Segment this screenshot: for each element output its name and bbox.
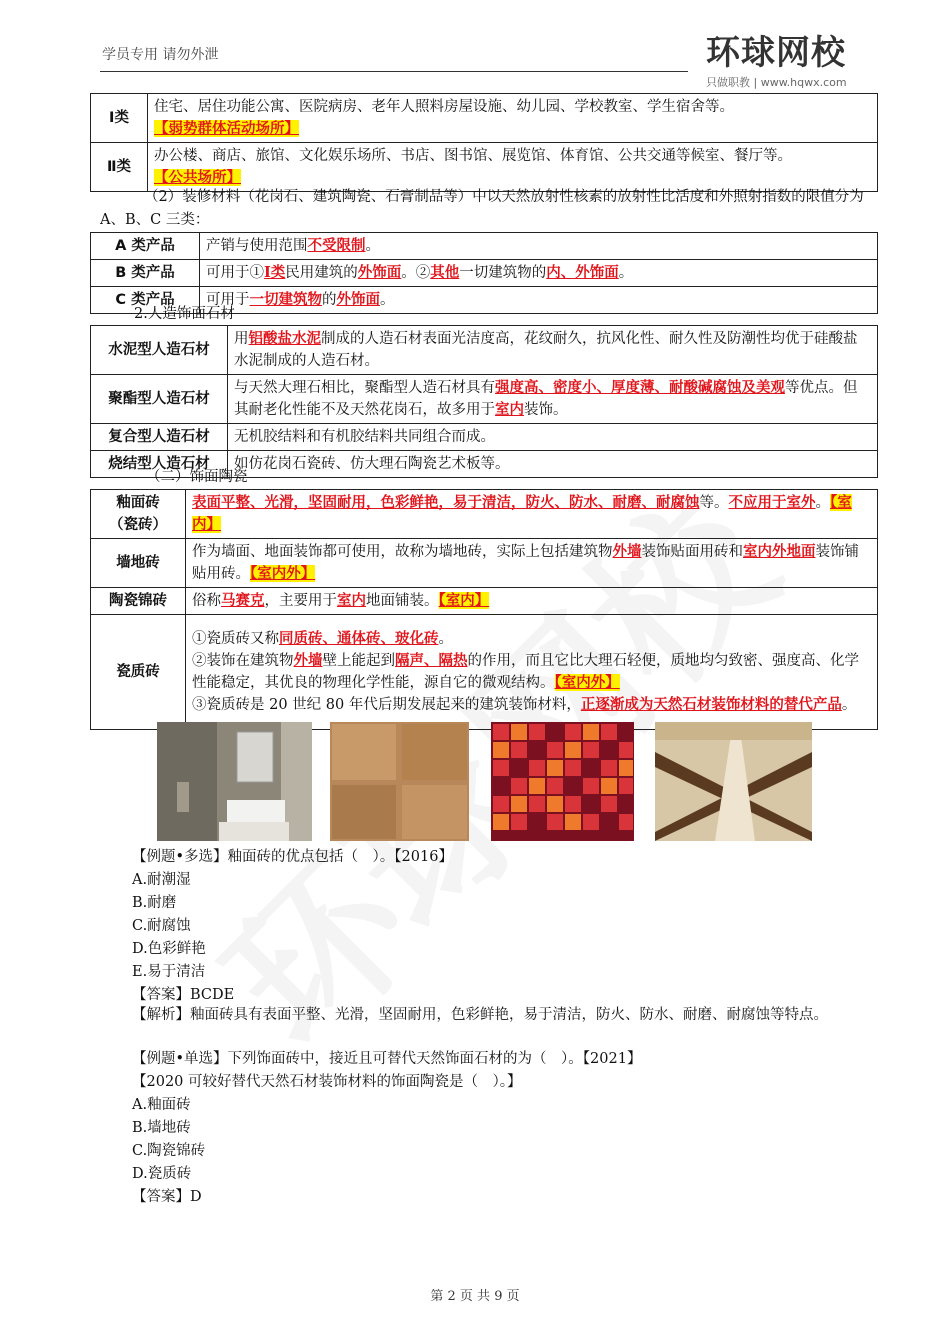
artificial-stone-table <box>90 325 878 478</box>
mosaic-tile-photo <box>491 722 634 841</box>
table-row <box>91 588 878 615</box>
ceramic-table <box>90 489 878 730</box>
hqwx-logo <box>706 34 876 96</box>
wall-floor-tile-label: 墙地砖 <box>91 539 186 588</box>
question-1: 【例题•多选】釉面砖的优点包括（ ）。【2016】 <box>132 849 453 865</box>
question-1-option-c: C.耐腐蚀 <box>132 918 191 934</box>
vitrified-tile-desc: ①瓷质砖又称同质砖、通体砖、玻化砖。 ②装饰在建筑物外墙壁上能起到隔声、隔热的作用，而且它比大理石轻便，质地均匀致密、强度高、化学性能稳定，其优良的物理化学性能，源自它的微观结构。【室内外】 ③瓷质砖是 20 世纪 80 年代后期发展起来的建筑装饰材料，正逐渐成为天然石材装饰材料的替代产品。 <box>186 615 878 730</box>
composite-stone-desc: 无机胶结料和有机胶结料共同组合而成。 <box>228 424 878 451</box>
question-1-option-e: E.易于清洁 <box>132 964 206 980</box>
table-row <box>91 94 878 143</box>
table-row <box>91 424 878 451</box>
composite-stone-label: 复合型人造石材 <box>91 424 228 451</box>
table-row <box>91 143 878 192</box>
question-2-option-c: C.陶瓷锦砖 <box>132 1143 206 1159</box>
question-1-answer: 【答案】BCDE <box>132 987 235 1003</box>
question-2-alt: 【2020 可较好替代天然石材装饰材料的饰面陶瓷是（ ）。】 <box>132 1074 522 1090</box>
table-row <box>91 233 878 260</box>
class-c-desc: 可用于一切建筑物的外饰面。 <box>200 287 878 314</box>
table-row <box>91 375 878 424</box>
question-1-option-a: A.耐潮湿 <box>132 872 191 888</box>
table-row <box>91 539 878 588</box>
question-2-option-b: B.墙地砖 <box>132 1120 191 1136</box>
stone-tile-photo <box>330 722 469 841</box>
glazed-tile-label: 釉面砖 （瓷砖） <box>91 490 186 539</box>
mosaic-tile-label: 陶瓷锦砖 <box>91 588 186 615</box>
class-desc: 住宅、居住功能公寓、医院病房、老年人照料房屋设施、幼儿园、学校教室、学生宿舍等。 【弱势群体活动场所】 <box>148 94 878 143</box>
class-b-desc: 可用于①Ⅰ类民用建筑的外饰面。②其他一切建筑物的内、外饰面。 <box>200 260 878 287</box>
table-row <box>91 326 878 375</box>
class-label: Ⅱ类 <box>91 143 148 192</box>
question-2-option-d: D.瓷质砖 <box>132 1166 192 1182</box>
vitrified-tile-label: 瓷质砖 <box>91 615 186 730</box>
question-2: 【例题•单选】下列饰面砖中，接近且可替代天然饰面石材的为（ ）。【2021】 <box>132 1051 642 1067</box>
sintered-stone-desc: 如仿花岗石瓷砖、仿大理石陶瓷艺术板等。 <box>228 451 878 478</box>
table-row <box>91 260 878 287</box>
question-1-option-d: D.色彩鲜艳 <box>132 941 206 957</box>
cement-stone-desc: 用铝酸盐水泥制成的人造石材表面光洁度高，花纹耐久，抗风化性、耐久性及防潮性均优于硅酸盐水泥制成的人造石材。 <box>228 326 878 375</box>
artificial-stone-heading: 2.人造饰面石材 <box>134 306 235 322</box>
wall-floor-tile-desc: 作为墙面、地面装饰都可使用，故称为墙地砖，实际上包括建筑物外墙装饰贴面用砖和室内外地面装饰铺贴用砖。【室内外】 <box>186 539 878 588</box>
vitrified-tile-photo <box>655 722 812 841</box>
sintered-stone-label: 烧结型人造石材 <box>91 451 228 478</box>
header-text: 学员专用 请勿外泄 <box>102 47 219 63</box>
page-footer: 第 2 页 共 9 页 <box>430 1289 520 1304</box>
bathroom-photo <box>157 722 312 841</box>
radioactivity-paragraph: （2）装修材料（花岗石、建筑陶瓷、石膏制品等）中以天然放射性核素的放射性比活度和外照射指数的限值分为 A、B、C 三类： <box>100 189 864 228</box>
logo-sub-text: 只做职教 | www.hqwx.com <box>706 76 847 89</box>
table-row <box>91 615 878 730</box>
polyester-stone-label: 聚酯型人造石材 <box>91 375 228 424</box>
class-desc: 办公楼、商店、旅馆、文化娱乐场所、书店、图书馆、展览馆、体育馆、公共交通等候室、餐厅等。【公共场所】 <box>148 143 878 192</box>
table-row <box>91 490 878 539</box>
cement-stone-label: 水泥型人造石材 <box>91 326 228 375</box>
header-divider <box>100 71 688 72</box>
glazed-tile-desc: 表面平整、光滑，坚固耐用，色彩鲜艳，易于清洁，防火、防水、耐磨、耐腐蚀等。不应用于室外。【室内】 <box>186 490 878 539</box>
class-c-label: C 类产品 <box>91 287 200 314</box>
question-1-analysis: 【解析】釉面砖具有表面平整、光滑，坚固耐用，色彩鲜艳，易于清洁，防火、防水、耐磨、耐腐蚀等特点。 <box>132 1007 828 1023</box>
question-2-option-a: A.釉面砖 <box>132 1097 191 1113</box>
question-2-answer: 【答案】D <box>132 1189 202 1205</box>
mosaic-tile-desc: 俗称马赛克，主要用于室内地面铺装。【室内】 <box>186 588 878 615</box>
polyester-stone-desc: 与天然大理石相比，聚酯型人造石材具有强度高、密度小、厚度薄、耐酸碱腐蚀及美观等优点。但其耐老化性能不及天然花岗石，故多用于室内装饰。 <box>228 375 878 424</box>
logo-main-text: 环球网校 <box>706 33 846 73</box>
question-1-option-b: B.耐磨 <box>132 895 177 911</box>
class-b-label: B 类产品 <box>91 260 200 287</box>
building-class-table <box>90 93 878 192</box>
ceramic-heading: （二）饰面陶瓷 <box>146 469 248 485</box>
abc-class-table <box>90 232 878 314</box>
class-label: Ⅰ类 <box>91 94 148 143</box>
class-a-label: A 类产品 <box>91 233 200 260</box>
class-a-desc: 产销与使用范围不受限制。 <box>200 233 878 260</box>
